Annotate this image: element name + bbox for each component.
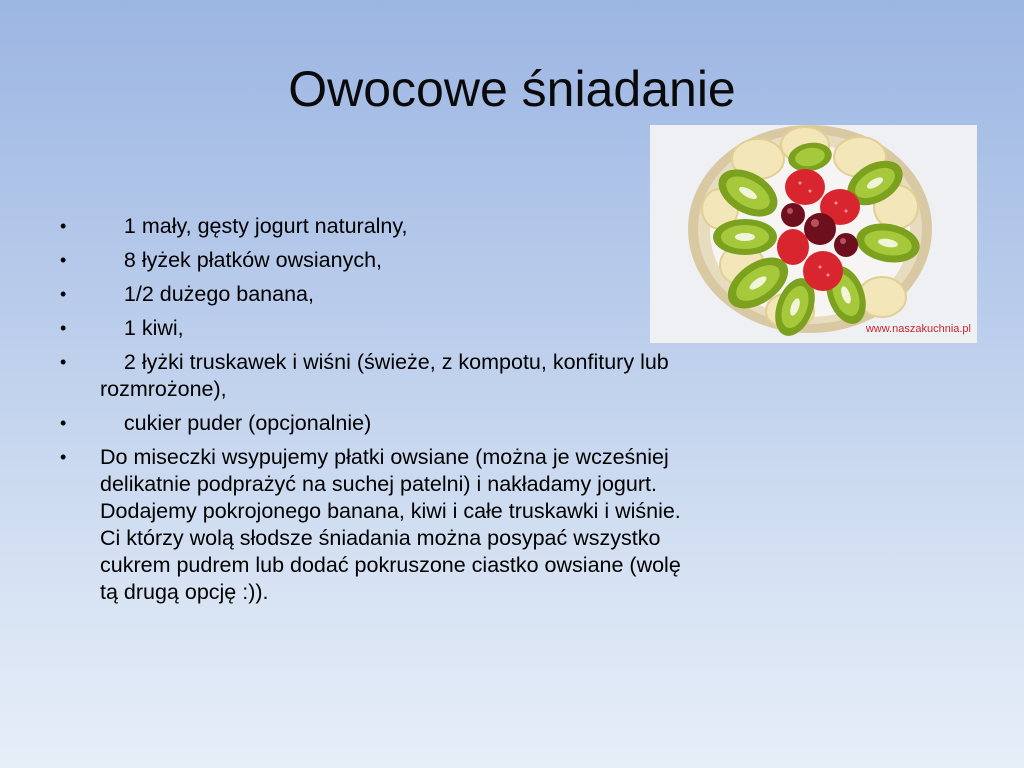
list-item: [60, 444, 700, 606]
list-item-text: 2 łyżki truskawek i wiśni (świeże, z kompotu, konfitury lub rozmrożone),: [100, 350, 675, 401]
bullet-icon: •: [60, 318, 67, 338]
bullet-icon: •: [60, 447, 67, 467]
bullet-icon: •: [60, 413, 67, 433]
ingredient-list: [60, 213, 700, 613]
slide-title: Owocowe śniadanie: [288, 61, 736, 117]
list-item: [60, 247, 700, 274]
list-item-text: 1/2 dużego banana,: [100, 282, 314, 306]
bullet-icon: •: [60, 250, 67, 270]
list-item: [60, 213, 700, 240]
image-watermark: www.naszakuchnia.pl: [865, 323, 971, 335]
bullet-icon: •: [60, 352, 67, 372]
list-item: [60, 281, 700, 308]
list-item: [60, 349, 700, 403]
bullet-icon: •: [60, 284, 67, 304]
list-item-text: cukier puder (opcjonalnie): [100, 411, 372, 435]
list-item-text: 1 kiwi,: [100, 316, 184, 340]
list-item-text: 1 mały, gęsty jogurt naturalny,: [100, 214, 408, 238]
list-item-text: Do miseczki wsypujemy płatki owsiane (można je wcześniej delikatnie podprażyć na suchej patelni) i nakładamy jogurt. Dodajemy pokrojonego banana, kiwi i całe truskawki i wiśnie. Ci którzy wolą słodsze śniadania można posypać wszystko cukrem pudrem lub dodać pokruszone ciastko owsiane (wolę tą drugą opcję :)).: [100, 445, 681, 604]
list-item: [60, 410, 700, 437]
list-item-text: 8 łyżek płatków owsianych,: [100, 248, 383, 272]
list-item: [60, 315, 700, 342]
bullet-icon: •: [60, 216, 67, 236]
